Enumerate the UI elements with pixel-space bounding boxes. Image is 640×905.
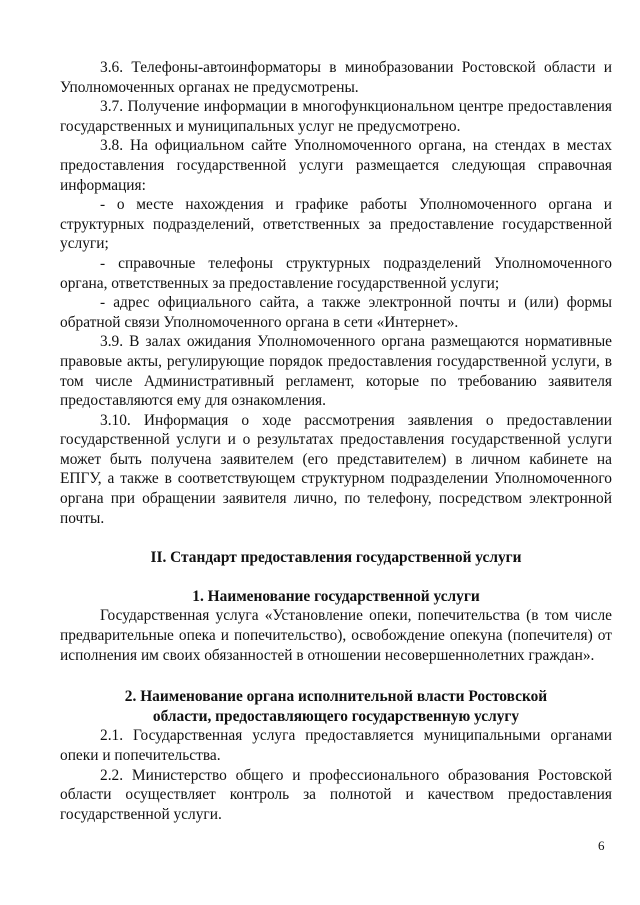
subsection-1-text: Государственная услуга «Установление опеки, попечительства (в том числе предварительные опека и попечительство), освобождение опекуна (попечителя) от исполнения им своих обязанностей в отношении несовершеннолетних граждан». bbox=[60, 607, 612, 664]
section-title: II. Стандарт предоставления государственной услуги bbox=[150, 549, 522, 567]
paragraph-3-9: 3.9. В залах ожидания Уполномоченного органа размещаются нормативные правовые акты, регулирующие порядок предоставления государственной услуги, в том числе Административный регламент, которые по требованию заявителя предоставляются ему для ознакомления. bbox=[60, 333, 612, 410]
document-page bbox=[60, 58, 612, 824]
paragraph-3-7: 3.7. Получение информации в многофункциональном центре предоставления государственных и муниципальных услуг не предусмотрено. bbox=[60, 98, 612, 135]
list-item-phones: - справочные телефоны структурных подразделений Уполномоченного органа, ответственных за предоставление государственной услуги; bbox=[60, 254, 612, 292]
list-item-website: - адрес официального сайта, а также электронной почты и (или) формы обратной связи Уполномоченного органа в сети «Интернет». bbox=[60, 294, 612, 331]
subsection-2-title-line1: 2. Наименование органа исполнительной власти Ростовской bbox=[124, 688, 548, 706]
paragraph-3-8: 3.8. На официальном сайте Уполномоченного органа, на стендах в местах предоставления государственной услуги размещается следующая справочная информация: bbox=[60, 137, 612, 194]
paragraph-2-1: 2.1. Государственная услуга предоставляется муниципальными органами опеки и попечительства. bbox=[60, 727, 612, 764]
list-item-location: - о месте нахождения и графике работы Уполномоченного органа и структурных подразделений, ответственных за предоставление государственной услуги; bbox=[60, 196, 612, 253]
paragraph-3-6: 3.6. Телефоны-автоинформаторы в минобразовании Ростовской области и Уполномоченных органах не предусмотрены. bbox=[60, 59, 612, 96]
paragraph-2-2: 2.2. Министерство общего и профессионального образования Ростовской области осуществляет контроль за полнотой и качеством предоставления государственной услуги. bbox=[60, 766, 612, 823]
paragraph-3-10: 3.10. Информация о ходе рассмотрения заявления о предоставлении государственной услуги и о результатах предоставления государственной услуги может быть получена заявителем (его представителем) в личном кабинете на ЕПГУ, а также в соответствующем структурном подразделении Уполномоченного органа при обращении заявителя лично, по телефону, посредством электронной почты. bbox=[60, 411, 612, 527]
subsection-1-title: 1. Наименование государственной услуги bbox=[192, 587, 480, 605]
subsection-2-title-line2: области, предоставляющего государственную услугу bbox=[152, 707, 520, 725]
page-number: 6 bbox=[598, 838, 605, 853]
